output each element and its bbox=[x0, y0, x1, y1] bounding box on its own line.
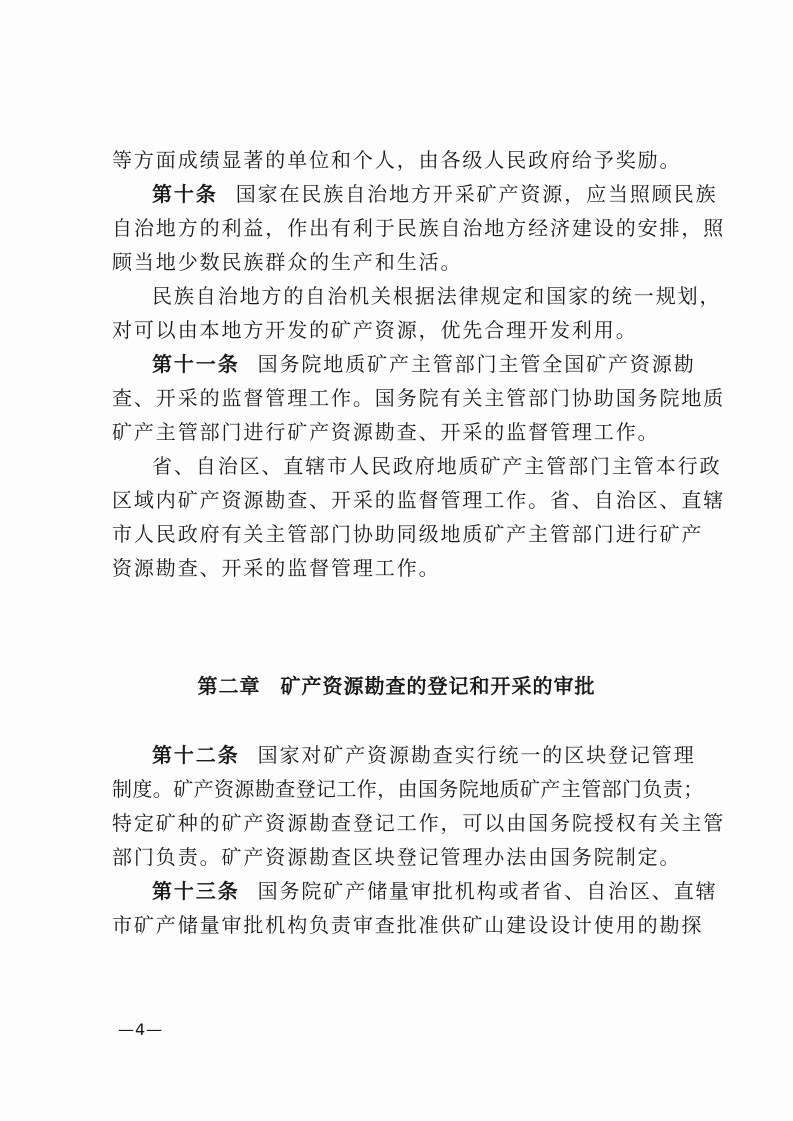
article-11-heading: 第十一条 bbox=[152, 352, 240, 376]
article-11-line bbox=[112, 347, 696, 381]
text-line: 顾当地少数民族群众的生产和生活。 bbox=[112, 250, 463, 274]
text-line: 资源勘查、开采的监督管理工作。 bbox=[112, 556, 441, 580]
text-line: 民族自治地方的自治机关根据法律规定和国家的统一规划， bbox=[152, 284, 722, 308]
text-line: 制度。矿产资源勘查登记工作，由国务院地质矿产主管部门负责； bbox=[112, 777, 704, 801]
page-number: —4— bbox=[118, 1020, 164, 1039]
article-10-line bbox=[112, 177, 718, 211]
article-13-line bbox=[112, 874, 718, 908]
text-line: 矿产主管部门进行矿产资源勘查、开采的监督管理工作。 bbox=[112, 420, 660, 444]
text-line: 部门负责。矿产资源勘查区块登记管理办法由国务院制定。 bbox=[112, 845, 682, 869]
article-13-heading: 第十三条 bbox=[152, 879, 240, 903]
text-block-upper bbox=[112, 143, 726, 585]
text-line: 市矿产储量审批机构负责审查批准供矿山建设设计使用的勘探 bbox=[112, 913, 704, 937]
article-10-heading: 第十条 bbox=[152, 182, 218, 206]
text-line: 自治地方的利益，作出有利于民族自治地方经济建设的安排，照 bbox=[112, 216, 726, 240]
text-line: 市人民政府有关主管部门协助同级地质矿产主管部门进行矿产 bbox=[112, 522, 704, 546]
text-line: 区域内矿产资源勘查、开采的监督管理工作。省、自治区、直辖 bbox=[112, 488, 726, 512]
chapter-heading bbox=[0, 670, 793, 699]
article-11-text: 国务院地质矿产主管部门主管全国矿产资源勘 bbox=[257, 352, 696, 376]
article-12-text: 国家对矿产资源勘查实行统一的区块登记管理 bbox=[257, 743, 696, 767]
text-block-lower bbox=[112, 738, 726, 942]
chapter-number: 第二章 bbox=[197, 674, 261, 698]
article-12-line bbox=[112, 738, 696, 772]
text-line: 省、自治区、直辖市人民政府地质矿产主管部门主管本行政 bbox=[152, 454, 722, 478]
text-line: 对可以由本地方开发的矿产资源，优先合理开发利用。 bbox=[112, 318, 638, 342]
article-10-text: 国家在民族自治地方开采矿产资源，应当照顾民族 bbox=[235, 182, 718, 206]
text-line: 等方面成绩显著的单位和个人，由各级人民政府给予奖励。 bbox=[112, 148, 682, 172]
text-line: 查、开采的监督管理工作。国务院有关主管部门协助国务院地质 bbox=[112, 386, 726, 410]
article-13-text: 国务院矿产储量审批机构或者省、自治区、直辖 bbox=[257, 879, 718, 903]
text-line: 特定矿种的矿产资源勘查登记工作，可以由国务院授权有关主管 bbox=[112, 811, 726, 835]
chapter-title: 矿产资源勘查的登记和开采的审批 bbox=[280, 674, 596, 698]
article-12-heading: 第十二条 bbox=[152, 743, 240, 767]
